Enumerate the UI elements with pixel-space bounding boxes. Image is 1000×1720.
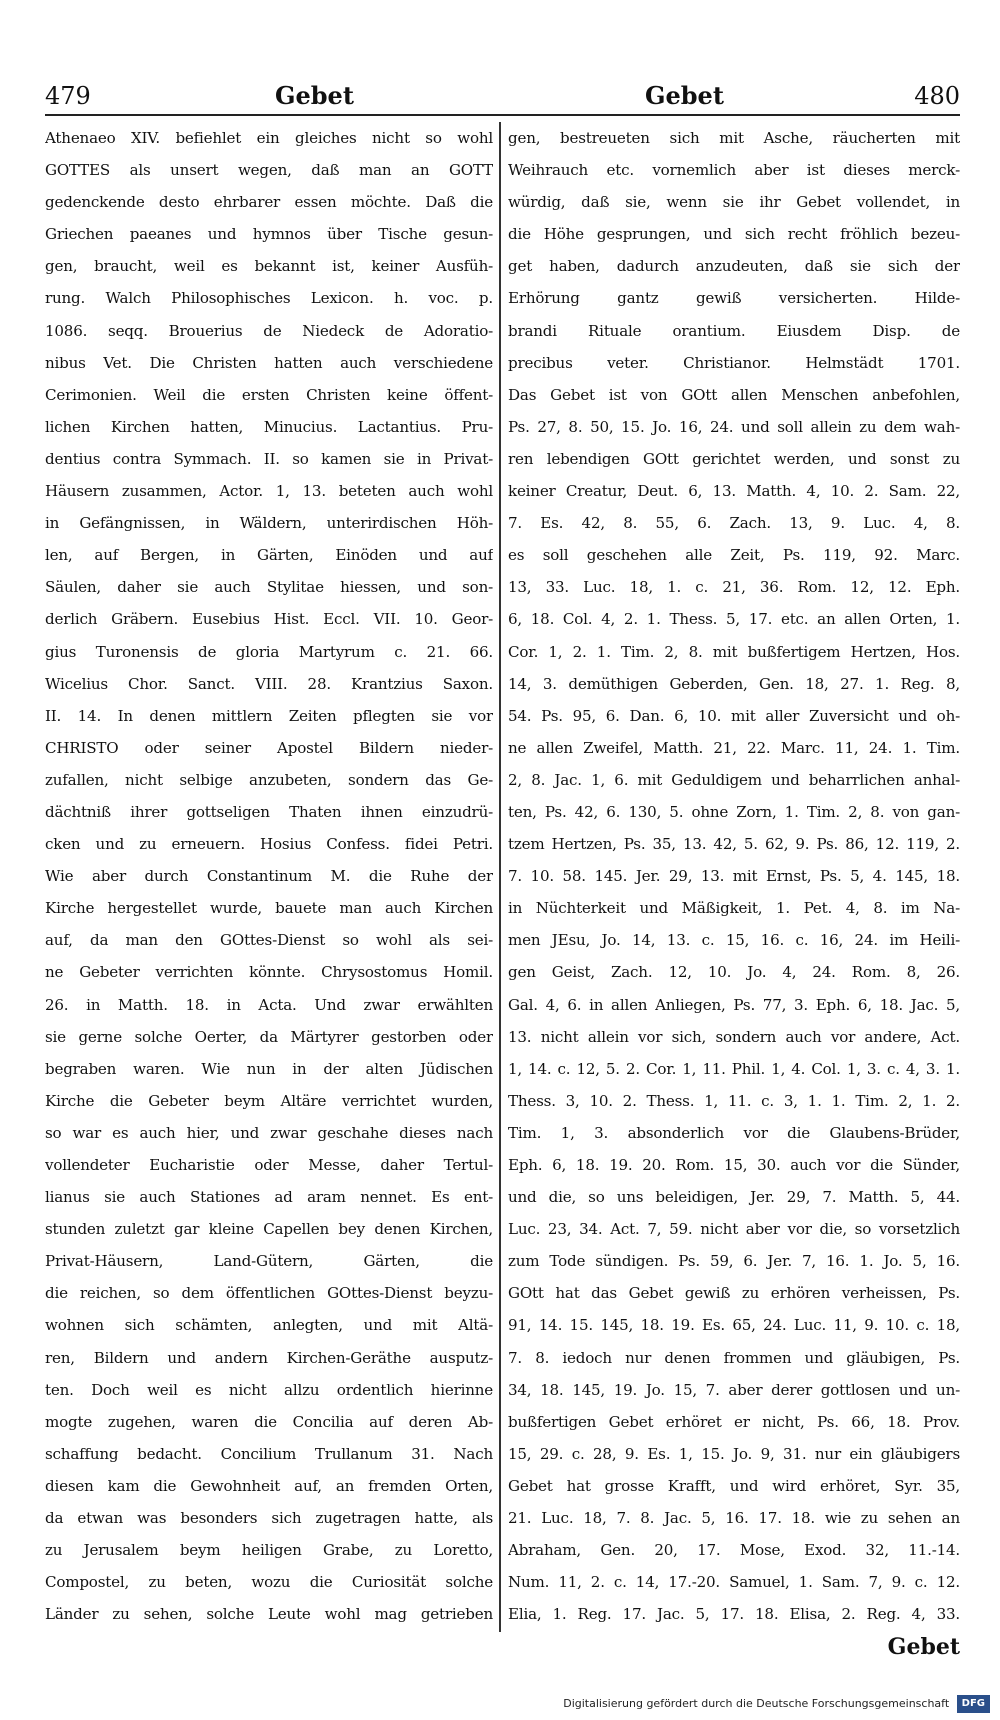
left-column-line: Kirche die Gebeter beym Altäre verrichtet wurden, <box>45 1091 493 1110</box>
running-header <box>45 78 960 116</box>
left-column-line: mogte zugehen, waren die Concilia auf deren Ab- <box>45 1412 493 1431</box>
left-column-line: schaffung bedacht. Concilium Trullanum 31. Nach <box>45 1444 493 1463</box>
right-column-line: Elia, 1. Reg. 17. Jac. 5, 17. 18. Elisa, 2. Reg. 4, 33. <box>508 1605 960 1624</box>
right-column-line: 7. Es. 42, 8. 55, 6. Zach. 13, 9. Luc. 4, 8. <box>508 514 960 533</box>
left-column-line: ren, Bildern und andern Kirchen-Geräthe ausputz- <box>45 1348 493 1367</box>
left-column-line: Wicelius Chor. Sanct. VIII. 28. Krantzius Saxon. <box>45 674 493 693</box>
left-column-line: GOTTES als unsert wegen, daß man an GOTT <box>45 161 493 180</box>
left-column-line: auf, da man den GOttes-Dienst so wohl als sei- <box>45 931 493 950</box>
right-column-line: 13. nicht allein vor sich, sondern auch vor andere, Act. <box>508 1027 960 1046</box>
left-column-line: gen, braucht, weil es bekannt ist, keiner Ausfüh- <box>45 257 493 276</box>
left-column-line: wohnen sich schämten, anlegten, und mit Altä- <box>45 1316 493 1335</box>
left-column-line: in Gefängnissen, in Wäldern, unterirdischen Höh- <box>45 514 493 533</box>
right-column-line: 54. Ps. 95, 6. Dan. 6, 10. mit aller Zuversicht und oh- <box>508 706 960 725</box>
right-column-line: Weihrauch etc. vornemlich aber ist dieses merck- <box>508 161 960 180</box>
right-column-line: Gebet hat grosse Krafft, und wird erhöret, Syr. 35, <box>508 1476 960 1495</box>
left-column-line: ten. Doch weil es nicht allzu ordentlich hierinne <box>45 1380 493 1399</box>
right-column-line: die Höhe gesprungen, und sich recht fröhlich bezeu- <box>508 225 960 244</box>
left-column-line: Häusern zusammen, Actor. 1, 13. beteten auch wohl <box>45 482 493 501</box>
left-column-line: lianus sie auch Stationes ad aram nennet. Es ent- <box>45 1188 493 1207</box>
right-column-line: keiner Creatur, Deut. 6, 13. Matth. 4, 10. 2. Sam. 22, <box>508 482 960 501</box>
right-column-line: 7. 10. 58. 145. Jer. 29, 13. mit Ernst, Ps. 5, 4. 145, 18. <box>508 867 960 886</box>
left-column-line: gedenckende desto ehrbarer essen möchte. Daß die <box>45 193 493 212</box>
left-column-line: die reichen, so dem öffentlichen GOttes-Dienst beyzu- <box>45 1284 493 1303</box>
right-column-line: Gal. 4, 6. in allen Anliegen, Ps. 77, 3. Eph. 6, 18. Jac. 5, <box>508 995 960 1014</box>
right-column-line: precibus veter. Christianor. Helmstädt 1701. <box>508 353 960 372</box>
left-column-line: cken und zu erneuern. Hosius Confess. fidei Petri. <box>45 835 493 854</box>
left-column-line: Compostel, zu beten, wozu die Curiosität solche <box>45 1573 493 1592</box>
right-column-line: in Nüchterkeit und Mäßigkeit, 1. Pet. 4, 8. im Na- <box>508 899 960 918</box>
right-column-line: 21. Luc. 18, 7. 8. Jac. 5, 16. 17. 18. wie zu sehen an <box>508 1509 960 1528</box>
left-column-line: vollendeter Eucharistie oder Messe, daher Tertul- <box>45 1156 493 1174</box>
right-column-line: ten, Ps. 42, 6. 130, 5. ohne Zorn, 1. Tim. 2, 8. von gan- <box>508 802 960 821</box>
left-column-line: rung. Walch Philosophisches Lexicon. h. voc. p. <box>45 289 493 308</box>
right-column-line: und die, so uns beleidigen, Jer. 29, 7. Matth. 5, 44. <box>508 1188 960 1207</box>
right-column-line: get haben, dadurch anzudeuten, daß sie sich der <box>508 257 960 276</box>
left-column-line: len, auf Bergen, in Gärten, Einöden und auf <box>45 546 493 565</box>
right-column-line: Thess. 3, 10. 2. Thess. 1, 11. c. 3, 1. 1. Tim. 2, 1. 2. <box>508 1091 960 1110</box>
left-column-line: nibus Vet. Die Christen hatten auch verschiedene <box>45 353 493 372</box>
left-column-line: II. 14. In denen mittlern Zeiten pflegten sie vor <box>45 706 493 725</box>
right-column-line: men JEsu, Jo. 14, 13. c. 15, 16. c. 16, 24. im Heili- <box>508 931 960 950</box>
left-column-line: Privat-Häusern, Land-Gütern, Gärten, die <box>45 1252 493 1271</box>
left-running-title: Gebet <box>275 81 354 110</box>
left-column-line: so war es auch hier, und zwar geschahe dieses nach <box>45 1123 493 1142</box>
left-column-line: Länder zu sehen, solche Leute wohl mag getrieben <box>45 1605 493 1624</box>
right-column-line: Cor. 1, 2. 1. Tim. 2, 8. mit bußfertigem Hertzen, Hos. <box>508 642 960 661</box>
left-column-line: 1086. seqq. Brouerius de Niedeck de Adoratio- <box>45 321 493 340</box>
left-column-line: gius Turonensis de gloria Martyrum c. 21. 66. <box>45 642 493 661</box>
left-column-line: diesen kam die Gewohnheit auf, an fremden Orten, <box>45 1476 493 1495</box>
left-column-line: zu Jerusalem beym heiligen Grabe, zu Loretto, <box>45 1541 493 1560</box>
right-column-line: Das Gebet ist von GOtt allen Menschen anbefohlen, <box>508 385 960 404</box>
right-column-line: Ps. 27, 8. 50, 15. Jo. 16, 24. und soll allein zu dem wah- <box>508 417 960 436</box>
left-column-line: Cerimonien. Weil die ersten Christen keine öffent- <box>45 385 493 404</box>
right-column-line: tzem Hertzen, Ps. 35, 13. 42, 5. 62, 9. Ps. 86, 12. 119, 2. <box>508 835 960 854</box>
left-column-line: dentius contra Symmach. II. so kamen sie in Privat- <box>45 449 493 468</box>
right-page-number: 480 <box>914 82 960 110</box>
right-column-line: zum Tode sündigen. Ps. 59, 6. Jer. 7, 16. 1. Jo. 5, 16. <box>508 1252 960 1271</box>
right-column-line: es soll geschehen alle Zeit, Ps. 119, 92. Marc. <box>508 546 960 565</box>
left-column-line: Griechen paeanes und hymnos über Tische gesun- <box>45 225 493 244</box>
footer-text: Digitalisierung gefördert durch die Deutsche Forschungsgemeinschaft <box>563 1697 950 1710</box>
column-divider <box>499 122 501 1632</box>
left-column-line: begraben waren. Wie nun in der alten Jüdischen <box>45 1059 493 1078</box>
left-column-line: Athenaeo XIV. befiehlet ein gleiches nicht so wohl <box>45 129 493 147</box>
left-column-line: ne Gebeter verrichten könnte. Chrysostomus Homil. <box>45 963 493 982</box>
right-text-column <box>508 122 960 1630</box>
right-column-line: 34, 18. 145, 19. Jo. 15, 7. aber derer gottlosen und un- <box>508 1380 960 1399</box>
left-column-line: sie gerne solche Oerter, da Märtyrer gestorben oder <box>45 1027 493 1046</box>
left-page-number: 479 <box>45 82 91 110</box>
right-column-line: Tim. 1, 3. absonderlich vor die Glaubens-Brüder, <box>508 1123 960 1142</box>
right-column-line: würdig, daß sie, wenn sie ihr Gebet vollendet, in <box>508 193 960 212</box>
dfg-logo: DFG <box>957 1695 990 1713</box>
right-column-line: 7. 8. iedoch nur denen frommen und gläubigen, Ps. <box>508 1348 960 1367</box>
right-column-line: brandi Rituale orantium. Eiusdem Disp. de <box>508 321 960 340</box>
right-column-line: 2, 8. Jac. 1, 6. mit Geduldigem und beharrlichen anhal- <box>508 770 960 789</box>
right-column-line: Eph. 6, 18. 19. 20. Rom. 15, 30. auch vor die Sünder, <box>508 1156 960 1174</box>
left-column-line: Säulen, daher sie auch Stylitae hiessen, und son- <box>45 578 493 597</box>
right-column-line: gen Geist, Zach. 12, 10. Jo. 4, 24. Rom. 8, 26. <box>508 963 960 982</box>
right-column-line: Abraham, Gen. 20, 17. Mose, Exod. 32, 11.-14. <box>508 1541 960 1560</box>
right-column-line: 15, 29. c. 28, 9. Es. 1, 15. Jo. 9, 31. nur ein gläubigers <box>508 1444 960 1463</box>
right-column-line: 1, 14. c. 12, 5. 2. Cor. 1, 11. Phil. 1, 4. Col. 1, 3. c. 4, 3. 1. <box>508 1059 960 1078</box>
right-column-line: ren lebendigen GOtt gerichtet werden, und sonst zu <box>508 449 960 468</box>
left-column-line: derlich Gräbern. Eusebius Hist. Eccl. VII. 10. Geor- <box>45 610 493 629</box>
right-column-line: bußfertigen Gebet erhöret er nicht, Ps. 66, 18. Prov. <box>508 1412 960 1431</box>
right-column-line: 91, 14. 15. 145, 18. 19. Es. 65, 24. Luc. 11, 9. 10. c. 18, <box>508 1316 960 1335</box>
right-column-line: Luc. 23, 34. Act. 7, 59. nicht aber vor die, so vorsetzlich <box>508 1220 960 1239</box>
left-column-line: dächtniß ihrer gottseligen Thaten ihnen einzudrü- <box>45 802 493 821</box>
left-column-line: CHRISTO oder seiner Apostel Bildern nieder- <box>45 738 493 757</box>
left-column-line: lichen Kirchen hatten, Minucius. Lactantius. Pru- <box>45 417 493 436</box>
right-column-line: 13, 33. Luc. 18, 1. c. 21, 36. Rom. 12, 12. Eph. <box>508 578 960 597</box>
left-column-line: Kirche hergestellet wurde, bauete man auch Kirchen <box>45 899 493 918</box>
left-column-line: zufallen, nicht selbige anzubeten, sondern das Ge- <box>45 770 493 789</box>
right-column-line: GOtt hat das Gebet gewiß zu erhören verheissen, Ps. <box>508 1284 960 1303</box>
left-column-line: Wie aber durch Constantinum M. die Ruhe der <box>45 867 493 886</box>
catchword: Gebet <box>887 1634 960 1660</box>
right-column-line: Erhörung gantz gewiß versicherten. Hilde- <box>508 289 960 308</box>
left-text-column <box>45 122 493 1630</box>
right-column-line: gen, bestreueten sich mit Asche, räucherten mit <box>508 129 960 147</box>
left-column-line: da etwan was besonders sich zugetragen hatte, als <box>45 1509 493 1528</box>
right-column-line: ne allen Zweifel, Matth. 21, 22. Marc. 11, 24. 1. Tim. <box>508 738 960 757</box>
right-column-line: 14, 3. demüthigen Geberden, Gen. 18, 27. 1. Reg. 8, <box>508 674 960 693</box>
digitization-footer <box>420 1693 990 1715</box>
right-column-line: 6, 18. Col. 4, 2. 1. Thess. 5, 17. etc. an allen Orten, 1. <box>508 610 960 629</box>
left-column-line: 26. in Matth. 18. in Acta. Und zwar erwählten <box>45 995 493 1014</box>
right-running-title: Gebet <box>645 81 724 110</box>
left-column-line: stunden zuletzt gar kleine Capellen bey denen Kirchen, <box>45 1220 493 1239</box>
right-column-line: Num. 11, 2. c. 14, 17.-20. Samuel, 1. Sam. 7, 9. c. 12. <box>508 1573 960 1592</box>
